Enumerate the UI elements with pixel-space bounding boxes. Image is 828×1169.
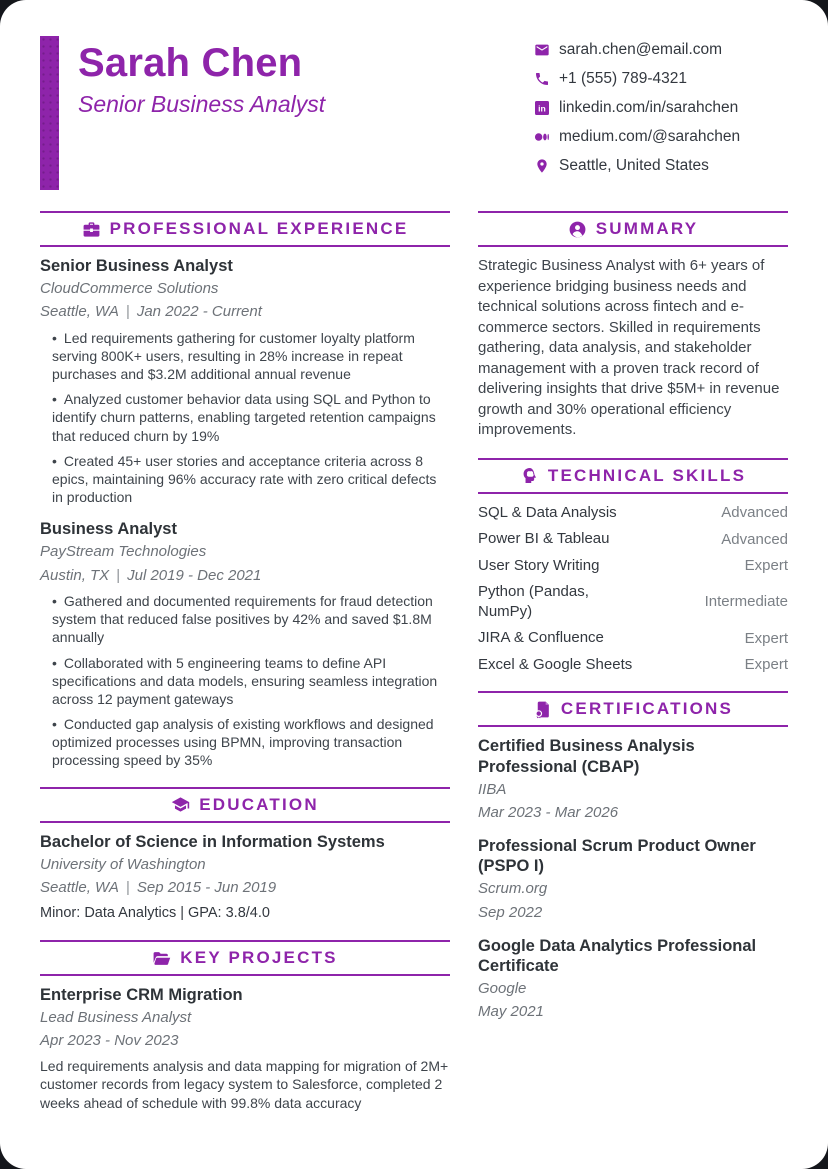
projects-title: KEY PROJECTS xyxy=(180,948,338,968)
header xyxy=(40,36,788,190)
job-entry xyxy=(40,256,450,506)
meta-separator: | xyxy=(125,879,130,896)
person-title: Senior Business Analyst xyxy=(78,91,326,117)
skill-level: Expert xyxy=(744,656,788,674)
skills-header xyxy=(478,458,788,494)
project-description: Led requirements analysis and data mapping for migration of 2M+ customer records from legacy system to Salesforce, completed 2 weeks ahead of schedule with 99.8% data accuracy xyxy=(40,1057,449,1111)
projects-header xyxy=(40,940,450,976)
job-bullet: • Created 45+ user stories and acceptance criteria across 8 epics, maintaining 96% accuracy rate with zero critical defects in production xyxy=(40,452,450,507)
content-columns xyxy=(40,211,788,1129)
name-block xyxy=(78,36,325,118)
education-location: Seattle, WA xyxy=(40,879,119,896)
job-location: Seattle, WA xyxy=(40,303,119,321)
skill-level: Advanced xyxy=(721,530,788,548)
job-bullet: • Gathered and documented requirements for fraud detection system that reduced false positives by 42% and saved $1.8M annually xyxy=(40,592,450,647)
head-brain-icon xyxy=(520,466,539,485)
section-certifications xyxy=(478,691,788,1022)
contact-phone[interactable] xyxy=(534,70,788,87)
job-bullet: • Led requirements gathering for customer loyalty platform serving 800K+ users, resulting in 28% increase in repeat purchases and $3.2M additional annual revenue xyxy=(40,329,450,384)
education-school: University of Washington xyxy=(40,855,206,873)
linkedin-icon xyxy=(534,100,550,116)
contact-medium[interactable] xyxy=(534,128,788,145)
skills-title: TECHNICAL SKILLS xyxy=(547,465,747,485)
project-name: Enterprise CRM Migration xyxy=(40,986,243,1005)
contact-medium-text: medium.com/@sarahchen xyxy=(559,128,741,146)
section-experience xyxy=(40,211,450,770)
skill-level: Expert xyxy=(744,557,788,575)
job-entry xyxy=(40,519,450,769)
summary-header xyxy=(478,211,788,247)
job-role: Business Analyst xyxy=(40,520,177,539)
certifications-header xyxy=(478,691,788,727)
job-bullet: • Analyzed customer behavior data using SQL and Python to identify churn patterns, enabling targeted retention campaigns that reduced churn by 19% xyxy=(40,390,450,445)
education-dates: Sep 2015 - Jun 2019 xyxy=(136,879,277,896)
certification-dates: Sep 2022 xyxy=(478,903,543,921)
skill-row xyxy=(478,655,788,675)
contact-email[interactable] xyxy=(534,41,788,58)
section-summary xyxy=(478,211,788,441)
job-company: PayStream Technologies xyxy=(40,543,207,561)
skill-level: Advanced xyxy=(721,504,788,522)
section-education xyxy=(40,787,450,923)
contact-linkedin[interactable] xyxy=(534,99,788,116)
certification-issuer: IIBA xyxy=(478,780,507,798)
education-header xyxy=(40,787,450,823)
job-location-dates xyxy=(40,566,450,586)
skill-row xyxy=(478,529,788,549)
contact-email-text: sarah.chen@email.com xyxy=(559,41,723,58)
certification-entry xyxy=(478,736,788,823)
job-company: CloudCommerce Solutions xyxy=(40,280,219,298)
education-details: Minor: Data Analytics | GPA: 3.8/4.0 xyxy=(40,905,270,922)
skill-name: Excel & Google Sheets xyxy=(478,655,633,673)
meta-separator: | xyxy=(116,566,121,584)
skill-row xyxy=(478,503,788,523)
certification-dates: Mar 2023 - Mar 2026 xyxy=(478,803,619,821)
experience-header xyxy=(40,211,450,247)
job-location-dates xyxy=(40,302,450,322)
person-name: Sarah Chen xyxy=(78,41,303,85)
skill-name: Python (Pandas, NumPy) xyxy=(478,583,589,620)
certification-entry xyxy=(478,936,788,1023)
certifications-title: CERTIFICATIONS xyxy=(560,699,734,719)
skill-row xyxy=(478,628,788,648)
certification-name: Google Data Analytics Professional Certificate xyxy=(478,936,757,976)
certification-dates: May 2021 xyxy=(478,1003,544,1021)
certification-issuer: Scrum.org xyxy=(478,880,548,898)
certification-name: Professional Scrum Product Owner (PSPO I) xyxy=(478,837,756,876)
contact-location-text: Seattle, United States xyxy=(559,157,709,175)
contact-list xyxy=(534,36,788,174)
contact-linkedin-text: linkedin.com/in/sarahchen xyxy=(559,99,739,117)
education-degree: Bachelor of Science in Information Systems xyxy=(40,832,385,851)
phone-icon xyxy=(534,71,550,87)
skill-row xyxy=(478,582,788,621)
skill-name: SQL & Data Analysis xyxy=(478,503,617,521)
meta-separator: | xyxy=(125,303,130,321)
job-role: Senior Business Analyst xyxy=(40,257,233,275)
education-title: EDUCATION xyxy=(199,794,319,814)
contact-location xyxy=(534,157,788,174)
skill-level: Intermediate xyxy=(704,593,788,611)
summary-title: SUMMARY xyxy=(595,219,699,238)
job-dates: Jul 2019 - Dec 2021 xyxy=(127,566,262,584)
left-column xyxy=(40,211,450,1129)
project-role: Lead Business Analyst xyxy=(40,1009,192,1027)
section-projects xyxy=(40,940,450,1112)
job-bullets xyxy=(40,592,450,770)
svg-text:in: in xyxy=(538,103,546,114)
briefcase-icon xyxy=(82,220,101,239)
job-bullets xyxy=(40,329,450,507)
certification-issuer: Google xyxy=(478,980,527,998)
user-circle-icon xyxy=(568,220,587,239)
medium-icon xyxy=(534,129,550,145)
skill-name: Power BI & Tableau xyxy=(478,530,610,548)
accent-bar xyxy=(40,36,59,190)
job-dates: Jan 2022 - Current xyxy=(136,303,262,321)
email-icon xyxy=(534,42,550,58)
certification-entry xyxy=(478,836,788,923)
education-location-dates xyxy=(40,878,450,898)
graduation-cap-icon xyxy=(171,795,190,814)
job-bullet: • Conducted gap analysis of existing workflows and designed optimized processes using BPMN, improving transaction processing speed by 35% xyxy=(40,715,450,770)
experience-title: PROFESSIONAL EXPERIENCE xyxy=(109,219,409,238)
folder-open-icon xyxy=(152,949,171,968)
skill-row xyxy=(478,556,788,576)
job-location: Austin, TX xyxy=(40,566,110,584)
location-icon xyxy=(534,158,550,174)
summary-text: Strategic Business Analyst with 6+ years of experience bridging business needs and technical solutions across fintech and e-commerce sectors. Skilled in requirements gathering, data analysis, and stakeholder management with a proven track record of delivering insights that drive $5M+ in revenue growth and 30% operational efficiency improvements. xyxy=(478,257,780,439)
contact-phone-text: +1 (555) 789-4321 xyxy=(559,70,687,88)
skill-name: JIRA & Confluence xyxy=(478,629,604,647)
project-dates: Apr 2023 - Nov 2023 xyxy=(40,1032,179,1050)
certificate-icon xyxy=(533,700,552,719)
right-column xyxy=(478,211,788,1129)
section-skills xyxy=(478,458,788,675)
skill-level: Expert xyxy=(744,629,788,647)
skill-name: User Story Writing xyxy=(478,556,600,574)
job-bullet: • Collaborated with 5 engineering teams to define API specifications and data models, ensuring seamless integration across 12 payment gateways xyxy=(40,654,450,709)
certification-name: Certified Business Analysis Professional (CBAP) xyxy=(478,737,695,776)
